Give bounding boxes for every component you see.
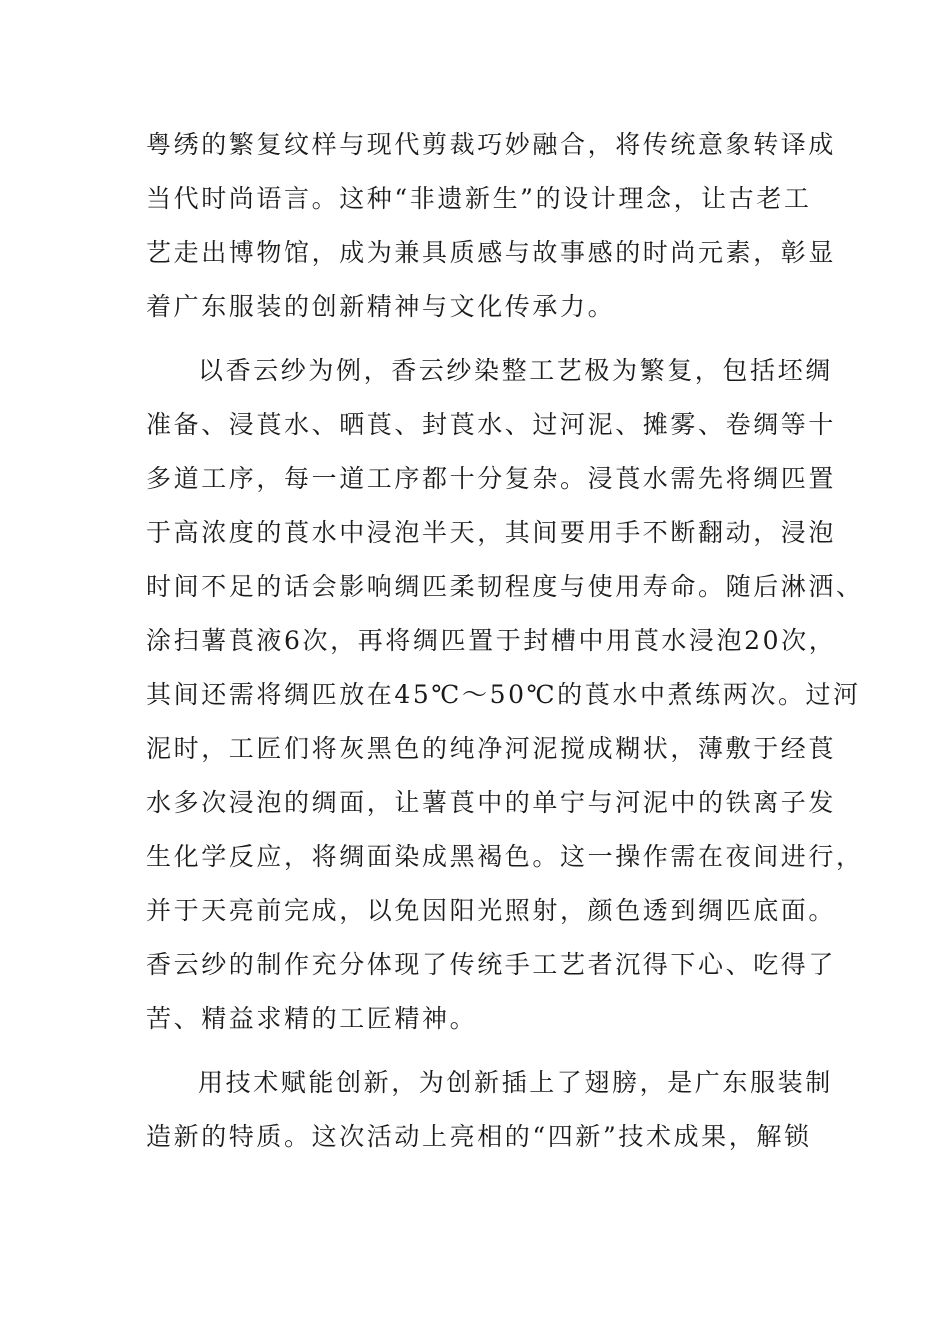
text-line: 准备、浸莨水、晒莨、封莨水、过河泥、摊雾、卷绸等十 — [146, 410, 837, 439]
text-line: 香云纱的制作充分体现了传统手工艺者沉得下心、吃得了 — [146, 950, 837, 979]
body-text — [146, 118, 864, 1164]
text-line: 于高浓度的莨水中浸泡半天，其间要用手不断翻动，浸泡 — [146, 518, 837, 547]
text-line: 生化学反应，将绸面染成黑褐色。这一操作需在夜间进行， — [146, 842, 864, 871]
text-line: 涂扫薯莨液6次，再将绸匹置于封槽中用莨水浸泡20次， — [146, 626, 837, 655]
text-line: 水多次浸泡的绸面，让薯莨中的单宁与河泥中的铁离子发 — [146, 788, 837, 817]
paragraph-gap — [146, 334, 806, 344]
text-line: 以香云纱为例，香云纱染整工艺极为繁复，包括坯绸 — [198, 356, 833, 385]
text-line: 并于天亮前完成，以免因阳光照射，颜色透到绸匹底面。 — [146, 896, 837, 925]
paragraph-3 — [146, 1056, 833, 1164]
paragraph-2 — [146, 344, 864, 1046]
text-line: 艺走出博物馆，成为兼具质感与故事感的时尚元素，彰显 — [146, 238, 837, 267]
text-line: 粤绣的繁复纹样与现代剪裁巧妙融合，将传统意象转译成 — [146, 130, 837, 159]
text-line: 多道工序，每一道工序都十分复杂。浸莨水需先将绸匹置 — [146, 464, 837, 493]
text-line: 苦、精益求精的工匠精神。 — [146, 1004, 478, 1033]
paragraph-1 — [146, 118, 837, 334]
text-line: 时间不足的话会影响绸匹柔韧程度与使用寿命。随后淋洒、 — [146, 572, 864, 601]
text-line: 造新的特质。这次活动上亮相的“四新”技术成果，解锁 — [146, 1122, 812, 1151]
text-line: 当代时尚语言。这种“非遗新生”的设计理念，让古老工 — [146, 184, 812, 213]
text-line: 其间还需将绸匹放在45℃～50℃的莨水中煮练两次。过河 — [146, 680, 861, 709]
text-line: 泥时，工匠们将灰黑色的纯净河泥搅成糊状，薄敷于经莨 — [146, 734, 837, 763]
paragraph-gap — [146, 1046, 806, 1056]
text-line: 用技术赋能创新，为创新插上了翅膀，是广东服装制 — [198, 1068, 833, 1097]
text-line: 着广东服装的创新精神与文化传承力。 — [146, 292, 616, 321]
